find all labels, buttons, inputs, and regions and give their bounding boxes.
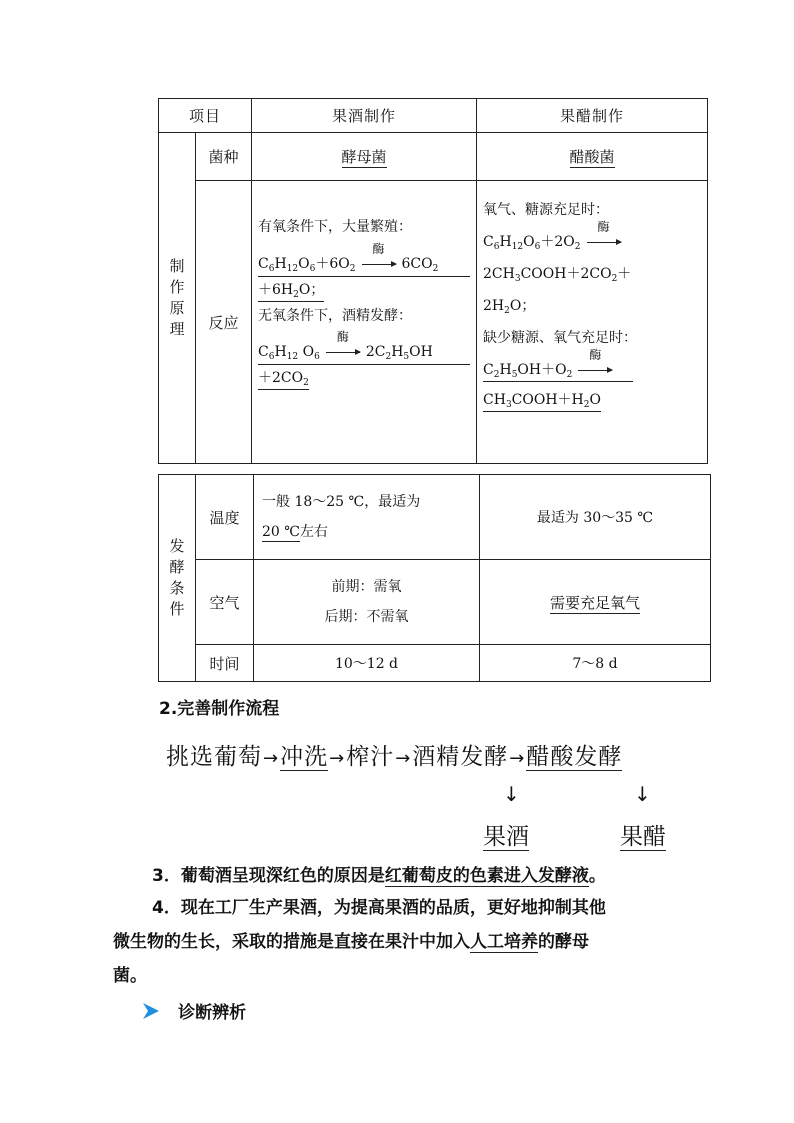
enzyme-arrow: [324, 330, 362, 363]
enzyme-label: 酶: [336, 330, 349, 344]
time-wine: 10～12 d: [254, 645, 480, 682]
wine-eq1-left: $C_6H_{12}O_6+6O_2$: [258, 256, 356, 274]
reaction-label: 反应: [196, 181, 252, 464]
vinegar-eq2-left: $C_2H_5OH+O_2$: [483, 362, 573, 380]
output-vinegar: 果醋: [620, 824, 666, 850]
temp-wine-optimal: 20 ℃: [262, 524, 300, 540]
output-wine: 果酒: [483, 824, 529, 850]
diag-label: 诊断辨析: [178, 1003, 247, 1023]
wine-eq2-left: $C_6H_{12}$ $O_6$: [258, 344, 320, 362]
reaction-vinegar: [477, 181, 708, 464]
wine-eq1-tail: $+6H_2O$；: [258, 282, 325, 300]
vinegar-sugar-note: 氧气、糖源充足时：: [483, 202, 610, 218]
enzyme-label: 酶: [597, 220, 610, 234]
vinegar-eq1-tail: $2H_2O$；: [483, 298, 536, 316]
enzyme-arrow: [585, 220, 623, 253]
p4-line3: 菌。: [113, 966, 147, 986]
time-vinegar: 7～8 d: [480, 645, 711, 682]
arrow-bullet-icon: [141, 1001, 161, 1021]
flow-step-select: 挑选葡萄: [166, 744, 262, 770]
header-item: 项目: [159, 99, 252, 133]
enzyme-arrow: [576, 348, 614, 381]
temp-wine-rest: 左右: [299, 524, 328, 540]
time-label: 时间: [196, 645, 254, 682]
p4-line1: 4．现在工厂生产果酒，为提高果酒的品质，更好地抑制其他: [152, 898, 606, 918]
group-principle: [159, 133, 196, 464]
flow-step-juice: 榨汁: [346, 744, 395, 770]
wine-eq1-right: $6CO_2$: [401, 256, 439, 274]
flow-step-acetic: 醋酸发酵: [526, 744, 623, 770]
p3-end: 。: [588, 866, 606, 886]
air-wine: [254, 560, 480, 645]
group-conditions-label: 发 酵 条 件: [169, 537, 185, 618]
temp-wine: [254, 475, 480, 560]
paragraph-4: [113, 891, 606, 993]
wine-eq2-tail: $+2CO_2$: [258, 370, 309, 388]
reaction-wine: [252, 181, 477, 464]
enzyme-label: 酶: [372, 242, 385, 256]
strain-wine: 酵母菌: [341, 148, 387, 166]
header-wine: 果酒制作: [252, 99, 477, 133]
enzyme-arrow: [360, 242, 398, 275]
process-flow: [166, 738, 622, 771]
wine-eq2-right: $2C_2H_5OH$: [365, 344, 433, 362]
air-wine-early: 前期：需氧: [331, 579, 402, 595]
p4-answer: 人工培养: [470, 932, 538, 952]
down-arrow-wine: ↓: [503, 782, 520, 806]
flow-arrow: →: [329, 748, 346, 769]
header-vinegar: 果醋制作: [477, 99, 708, 133]
p4-line2: 微生物的生长，采取的措施是直接在果汁中加入: [113, 932, 470, 952]
air-vinegar: 需要充足氧气: [549, 593, 640, 612]
wine-eq1-line: [258, 242, 470, 277]
strain-label: 菌种: [196, 133, 252, 181]
flow-arrow: →: [263, 748, 280, 769]
temp-label: 温度: [196, 475, 254, 560]
flow-step-alcohol: 酒精发酵: [412, 744, 509, 770]
group-conditions: [159, 475, 196, 682]
section2-title: 2.完善制作流程: [159, 699, 280, 719]
p4-line2-end: 的酵母: [538, 932, 589, 952]
principle-table: [158, 98, 708, 464]
temp-wine-line1: 一般 18～25 ℃，最适为: [262, 494, 421, 510]
flow-arrow: →: [395, 748, 412, 769]
vinegar-eq1-left: $C_6H_{12}O_6+2O_2$: [483, 234, 581, 252]
temp-vinegar: 最适为 30～35 ℃: [480, 475, 711, 560]
paragraph-3: [152, 859, 606, 893]
p3-text: 3．葡萄酒呈现深红色的原因是: [152, 866, 385, 886]
flow-arrow: →: [509, 748, 526, 769]
air-label: 空气: [196, 560, 254, 645]
group-principle-label: 制 作 原 理: [169, 257, 185, 338]
air-wine-late: 后期：不需氧: [324, 609, 409, 625]
conditions-table: [158, 474, 711, 682]
vinegar-eq2-right: $CH_3COOH+H_2O$: [483, 392, 601, 410]
enzyme-label: 酶: [589, 348, 602, 362]
strain-vinegar: 醋酸菌: [569, 148, 615, 166]
diag-header: [141, 998, 246, 1023]
wine-eq2-line: [258, 330, 470, 365]
flow-step-wash: 冲洗: [280, 744, 329, 770]
wine-anaerobic-note: 无氧条件下，酒精发酵：: [258, 308, 413, 324]
down-arrow-vinegar: ↓: [634, 782, 651, 806]
vinegar-eq1-right: $2CH_3COOH+2CO_2+$: [483, 266, 632, 284]
wine-aerobic-note: 有氧条件下，大量繁殖：: [258, 219, 413, 235]
vinegar-nosugar-note: 缺少糖源、氧气充足时：: [483, 330, 638, 346]
p3-answer: 红葡萄皮的色素进入发酵液: [384, 866, 589, 886]
